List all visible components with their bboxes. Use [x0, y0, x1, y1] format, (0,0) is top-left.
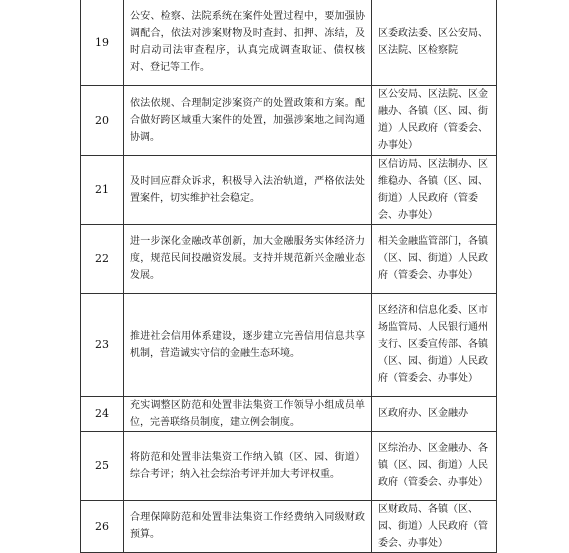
row-number: 20 [81, 85, 124, 155]
task-description: 进一步深化金融改革创新，加大金融服务实体经济力度，规范民间投融资发展。支持并规范新兴金融业态发展。 [124, 224, 372, 293]
row-number: 19 [81, 0, 124, 85]
task-description: 公安、检察、法院系统在案件处置过程中，要加强协调配合，依法对涉案财物及时查封、扣押、冻结，及时启动司法审查程序，认真完成调查取证、债权核对、登记等工作。 [124, 0, 372, 85]
table-row [81, 431, 497, 500]
row-number: 24 [81, 396, 124, 431]
responsible-units: 区委政法委、区公安局、区法院、区检察院 [372, 0, 497, 85]
table-row [81, 293, 497, 396]
task-description: 将防范和处置非法集资工作纳入镇（区、园、街道）综合考评；纳入社会综治考评并加大考评权重。 [124, 431, 372, 500]
responsible-units: 区经济和信息化委、区市场监管局、人民银行通州支行、区委宣传部、各镇（区、园、街道）人民政府（管委会、办事处） [372, 293, 497, 396]
table-row [81, 0, 497, 85]
row-number: 21 [81, 155, 124, 224]
row-number: 25 [81, 431, 124, 500]
table-row [81, 85, 497, 155]
responsible-units: 区信访局、区法制办、区维稳办、各镇（区、园、街道）人民政府（管委会、办事处） [372, 155, 497, 224]
table-row [81, 224, 497, 293]
responsible-units: 区政府办、区金融办 [372, 396, 497, 431]
table-row [81, 155, 497, 224]
responsible-units: 区公安局、区法院、区金融办、各镇（区、园、街道）人民政府（管委会、办事处） [372, 85, 497, 155]
task-description: 依法依规、合理制定涉案资产的处置政策和方案。配合做好跨区域重大案件的处置，加强涉案地之间沟通协调。 [124, 85, 372, 155]
task-description: 合理保障防范和处置非法集资工作经费纳入同级财政预算。 [124, 500, 372, 552]
responsible-units: 区财政局、各镇（区、园、街道）人民政府（管委会、办事处） [372, 500, 497, 552]
responsible-units: 区综治办、区金融办、各镇（区、园、街道）人民政府（管委会、办事处） [372, 431, 497, 500]
task-table [80, 0, 497, 553]
row-number: 26 [81, 500, 124, 552]
task-description: 及时回应群众诉求，积极导入法治轨道，严格依法处置案件，切实维护社会稳定。 [124, 155, 372, 224]
row-number: 23 [81, 293, 124, 396]
responsible-units: 相关金融监管部门，各镇（区、园、街道）人民政府（管委会、办事处） [372, 224, 497, 293]
task-description: 充实调整区防范和处置非法集资工作领导小组成员单位，完善联络员制度，建立例会制度。 [124, 396, 372, 431]
table-row [81, 396, 497, 431]
row-number: 22 [81, 224, 124, 293]
task-description: 推进社会信用体系建设，逐步建立完善信用信息共享机制，营造诚实守信的金融生态环境。 [124, 293, 372, 396]
table-row [81, 500, 497, 552]
task-table-container [80, 0, 496, 553]
